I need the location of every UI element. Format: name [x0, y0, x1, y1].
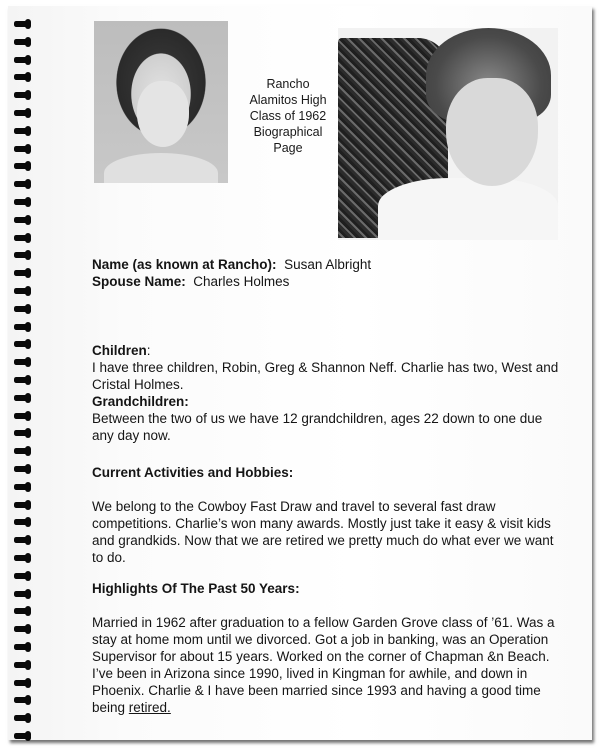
title-line: Class of 1962 [249, 109, 327, 123]
spiral-coil [14, 572, 32, 580]
spiral-coil [14, 590, 32, 598]
highlights-underlined: retired. [128, 700, 171, 715]
spiral-coil [14, 714, 32, 722]
spiral-coil [14, 287, 32, 295]
name-value: Susan Albright [284, 257, 372, 272]
activities-section [92, 464, 562, 566]
spiral-coil [14, 109, 32, 117]
spouse-label: Spouse Name [92, 274, 182, 289]
spiral-coil [14, 145, 32, 153]
spiral-coil [14, 394, 32, 402]
spiral-coil [14, 340, 32, 348]
grandchildren-heading: Grandchildren: [92, 394, 189, 409]
photo-shoulders [104, 153, 218, 183]
spiral-coil [14, 376, 32, 384]
spiral-coil [14, 91, 32, 99]
activities-heading: Current Activities and Hobbies: [92, 465, 294, 480]
spiral-coil [14, 127, 32, 135]
page-title [240, 76, 336, 156]
title-line: Biographical [253, 125, 323, 139]
title-line: Alamitos High [249, 93, 327, 107]
highlights-heading: Highlights Of The Past 50 Years: [92, 581, 300, 596]
spiral-coil [14, 38, 32, 46]
spiral-coil [14, 412, 32, 420]
spiral-coil [14, 269, 32, 277]
spiral-coil [14, 198, 32, 206]
name-label: Name (as known at Rancho) [92, 257, 273, 272]
spiral-coil [14, 607, 32, 615]
spiral-coil [14, 251, 32, 259]
spiral-coil [14, 234, 32, 242]
spiral-coil [14, 696, 32, 704]
highlights-paragraph [92, 614, 562, 716]
yearbook-photo [94, 21, 228, 183]
spiral-coil [14, 162, 32, 170]
spiral-coil [14, 358, 32, 366]
children-section: Children: I have three children, Robin, Greg & Shannon Neff. Charlie has two, West and Cristal Holmes. Grandchildren: Between the two of us we have 12 grandchildren, ages 22 down to one due any day now. [92, 342, 562, 444]
spiral-coil [14, 216, 32, 224]
photo-shirt [378, 178, 558, 240]
spiral-coil [14, 20, 32, 28]
spiral-coil [14, 483, 32, 491]
spiral-coil [14, 732, 32, 740]
current-photo [338, 28, 558, 240]
spiral-coil [14, 56, 32, 64]
spiral-coil [14, 536, 32, 544]
spiral-coil [14, 625, 32, 633]
spiral-coil [14, 465, 32, 473]
highlights-text: Married in 1962 after graduation to a fellow Garden Grove class of ’61. Was a stay at home mom until we divorced. Got a job in banking, was an Operation Supervisor for about 15 years. Worked on the corner of Chapman &n Beach. I’ve been in Arizona since 1990, lived in Kingman for awhile, and down in Phoenix. Charlie & I have been married since 1993 and having a good time being [92, 615, 555, 715]
spiral-coil [14, 447, 32, 455]
document-page [8, 6, 592, 740]
spiral-coil [14, 518, 32, 526]
photo-face [446, 78, 538, 186]
name-section [92, 256, 562, 290]
spouse-value: Charles Holmes [193, 274, 290, 289]
highlights-section [92, 580, 562, 716]
grandchildren-text: Between the two of us we have 12 grandchildren, ages 22 down to one due any day now. [92, 411, 543, 443]
spiral-coil [14, 679, 32, 687]
spiral-coil [14, 180, 32, 188]
children-text: I have three children, Robin, Greg & Shannon Neff. Charlie has two, West and Cristal Holmes. [92, 360, 559, 392]
title-line: Page [273, 141, 303, 155]
spiral-coil [14, 305, 32, 313]
activities-text: We belong to the Cowboy Fast Draw and travel to several fast draw competitions. Charlie’s won many awards. Mostly just take it easy & visit kids and grandkids. Now that we are retired we pretty much do what ever we want to do. [92, 499, 554, 565]
spiral-coil [14, 323, 32, 331]
spiral-coil [14, 501, 32, 509]
children-heading: Children [92, 343, 147, 358]
spiral-coil [14, 429, 32, 437]
spiral-coil [14, 661, 32, 669]
spiral-coil [14, 73, 32, 81]
spouse-line: Spouse Name: Charles Holmes [92, 274, 290, 289]
spiral-binding [14, 20, 36, 744]
photo-face [137, 81, 189, 147]
spiral-coil [14, 554, 32, 562]
name-line: Name (as known at Rancho): Susan Albright [92, 257, 372, 272]
title-line: Rancho [266, 77, 310, 91]
spiral-coil [14, 643, 32, 651]
